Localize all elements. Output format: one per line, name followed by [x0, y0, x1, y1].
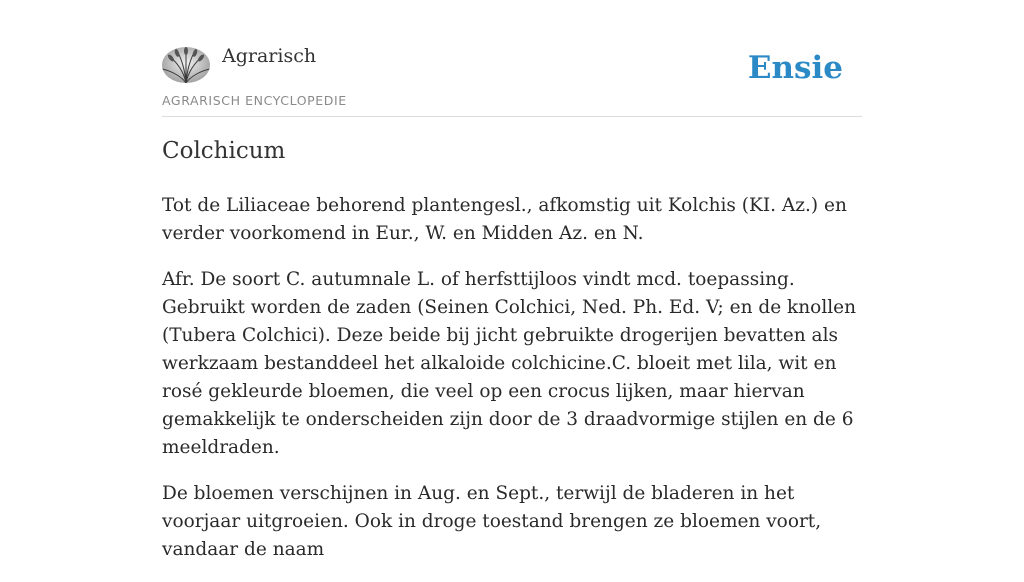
wheat-ears-logo-icon[interactable] — [162, 47, 210, 83]
page — [162, 0, 862, 560]
site-header — [162, 0, 862, 117]
article-paragraph: Afr. De soort C. autumnale L. of herfsttijloos vindt mcd. toepassing. Gebruikt worden de zaden (Seinen Colchici, Ned. Ph. Ed. V; en de knollen (Tubera Colchici). Deze beide bij jicht gebruikte drogerijen bevatten als werkzaam bestanddeel het alkaloide colchicine.C. bloeit met lila, wit en rosé gekleurde bloemen, die veel op een crocus lijken, maar hiervan gemakkelijk te onderscheiden zijn door de 3 draadvormige stijlen en de 6 meeldraden. — [162, 269, 857, 458]
article-paragraph: De bloemen verschijnen in Aug. en Sept., terwijl de bladeren in het voorjaar uitgroeien. Ook in droge toestand brengen ze bloemen voort, vandaar de naam — [162, 483, 822, 560]
article-title: Colchicum — [162, 138, 286, 164]
site-subtitle: AGRARISCH ENCYCLOPEDIE — [162, 93, 347, 108]
brand-logo-link[interactable]: Ensie — [747, 50, 843, 86]
article-paragraph: Tot de Liliaceae behorend plantengesl., afkomstig uit Kolchis (KI. Az.) en verder voorkomend in Eur., W. en Midden Az. en N. — [162, 195, 847, 244]
site-name[interactable]: Agrarisch — [222, 45, 317, 67]
article-body — [162, 192, 862, 582]
